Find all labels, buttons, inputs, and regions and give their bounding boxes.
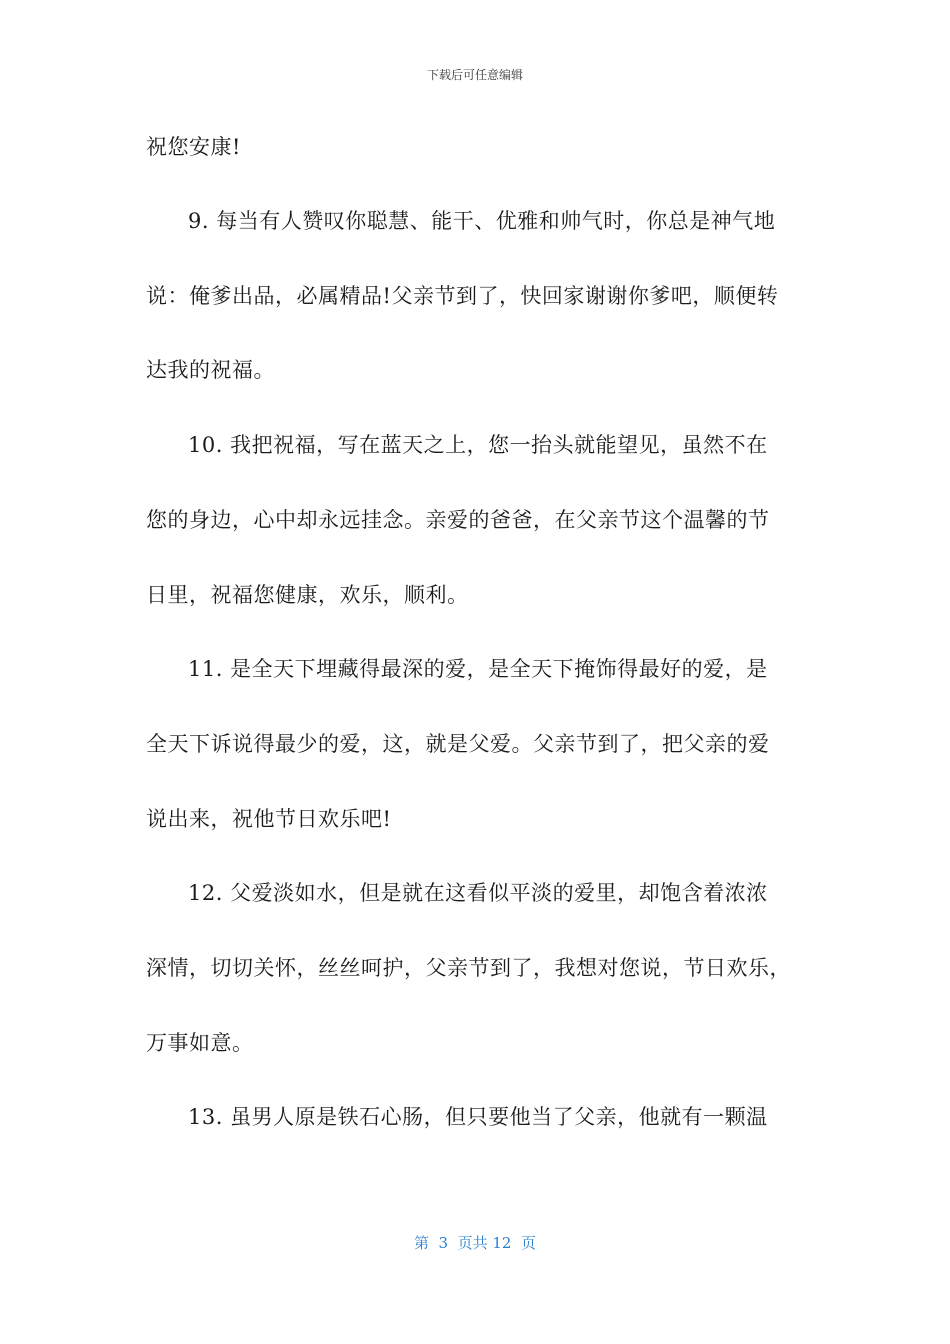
text-line: 11. 是全天下埋藏得最深的爱，是全天下掩饰得最好的爱，是 <box>188 657 768 681</box>
text-line: 13. 虽男人原是铁石心肠，但只要他当了父亲，他就有一颗温 <box>188 1105 768 1129</box>
text-line: 全天下诉说得最少的爱，这，就是父爱。父亲节到了，把父亲的爱 <box>146 732 770 756</box>
text-line: 日里，祝福您健康，欢乐，顺利。 <box>146 583 469 607</box>
text-line: 12. 父爱淡如水，但是就在这看似平淡的爱里，却饱含着浓浓 <box>188 881 768 905</box>
page-header: 下载后可任意编辑 <box>426 68 523 82</box>
text-line: 说：俺爹出品，必属精品!父亲节到了，快回家谢谢你爹吧，顺便转 <box>146 284 779 308</box>
text-line: 祝您安康! <box>146 135 241 159</box>
text-line: 深情，切切关怀，丝丝呵护，父亲节到了，我想对您说，节日欢乐， <box>146 956 791 980</box>
text-line: 说出来，祝他节日欢乐吧! <box>146 807 392 831</box>
text-line: 达我的祝福。 <box>146 358 275 382</box>
text-line: 万事如意。 <box>146 1031 254 1055</box>
text-line: 您的身边，心中却永远挂念。亲爱的爸爸，在父亲节这个温馨的节 <box>146 508 770 532</box>
text-line: 10. 我把祝福，写在蓝天之上，您一抬头就能望见，虽然不在 <box>188 433 768 457</box>
page-number-footer: 第 3 页共 12 页 <box>413 1234 536 1252</box>
text-line: 9. 每当有人赞叹你聪慧、能干、优雅和帅气时，你总是神气地 <box>188 209 776 233</box>
